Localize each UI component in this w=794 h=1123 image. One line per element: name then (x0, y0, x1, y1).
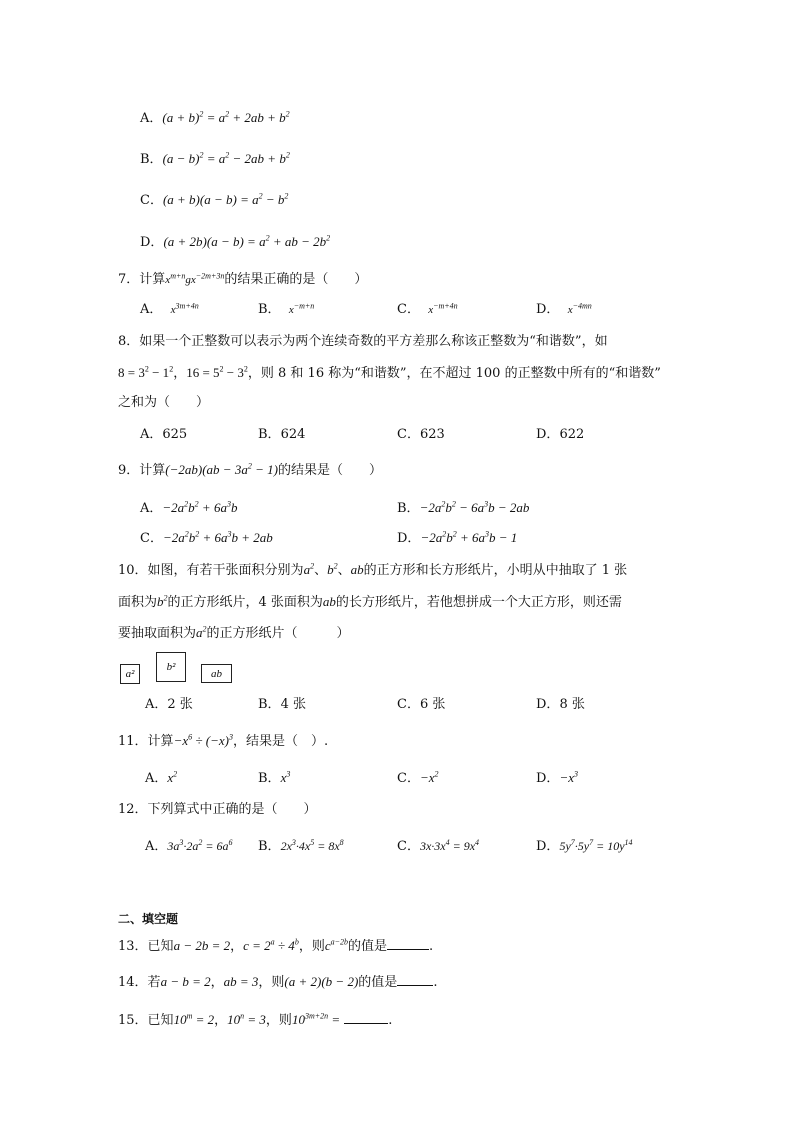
question-number: 13． (118, 939, 148, 954)
option-label: A． (140, 427, 163, 442)
card-b-squared (156, 652, 186, 682)
q8-option-c (397, 427, 445, 443)
option-label: A． (140, 302, 163, 317)
stem-expression: $b^2$ (157, 593, 168, 609)
card-label: b² (166, 661, 176, 673)
option-expression: $x^{-m+n}$ (288, 301, 315, 316)
option-expression: $x^{3m+4n}$ (170, 301, 199, 316)
q10-line3 (118, 625, 350, 642)
stem-text: 的值是 (348, 939, 388, 954)
card-ab (201, 664, 232, 683)
q10-line1 (118, 562, 627, 579)
option-label: D． (536, 771, 560, 786)
stem-expression: a − b = 2 (160, 974, 211, 989)
stem-expression: $x^{m+n}gx^{-2m+3n}$ (165, 271, 225, 286)
option-text: 622 (559, 427, 585, 442)
option-label: D． (536, 427, 560, 442)
stem-text: 面积为 (118, 595, 158, 610)
stem-text: 如图，有若干张面积分别为 (147, 563, 304, 578)
option-expression: $3x\cdot 3x^4 = 9x^4$ (419, 838, 480, 853)
stem-expression: $-x^6 \div (-x)^3$ (173, 732, 233, 748)
stem-text: 已知 (147, 1013, 174, 1028)
option-label: A． (145, 697, 168, 712)
option-label: A． (145, 839, 168, 854)
question-number: 8． (118, 334, 140, 349)
option-label: C． (140, 193, 163, 208)
option-expression: $(a + b)^2 = a^2 + 2ab + b^2$ (162, 109, 290, 125)
stem-text: ， (230, 939, 244, 954)
option-text: 625 (162, 427, 188, 442)
card-label: ab (211, 667, 222, 680)
stem-expression: $c^{a-2b}$ (324, 937, 349, 953)
q7-option-a (140, 302, 199, 318)
q11-option-d (536, 770, 578, 787)
q12-option-a (145, 838, 233, 855)
stem-expression: (a + 2)(b − 2) (284, 974, 359, 989)
option-expression: $-2a^2b^2 - 6a^3b - 2ab$ (419, 499, 530, 515)
stem-text: 、 (337, 563, 351, 578)
stem-expression: $a^2$ (303, 561, 315, 577)
stem-text: 的正方形和长方形纸片，小明从中抽取了 1 张 (363, 563, 628, 578)
option-label: B． (258, 427, 281, 442)
stem-expression: $c = 2^a \div 4^b$ (243, 937, 299, 953)
q11-option-b (258, 770, 290, 787)
option-label: D． (536, 697, 560, 712)
stem-text: ，则 (265, 1013, 292, 1028)
q8-line1 (118, 334, 608, 350)
q6-option-d (140, 234, 330, 251)
option-text: 624 (280, 427, 306, 442)
option-expression: $-2a^2b^2 + 6a^3b$ (162, 499, 238, 515)
q10-option-b (258, 697, 306, 713)
question-number: 12． (118, 802, 148, 817)
stem-expression: $10^{3m+2n}$ = (291, 1011, 341, 1027)
stem-text: ，则 (258, 975, 285, 990)
stem-text: 的正方形纸片，4 张面积为 (167, 595, 323, 610)
stem-text: ，则 8 和 16 称为“和谐数”，在不超过 100 的正整数中所有的“和谐数” (247, 366, 661, 381)
stem-text: ，则 (298, 939, 325, 954)
stem-text: 下列算式中正确的是（ ） (147, 802, 317, 817)
stem-expression: ab (322, 594, 336, 609)
question-number: 10． (118, 563, 148, 578)
q7-option-b (258, 302, 314, 318)
option-expression: $2x^3\cdot 4x^5 = 8x^8$ (280, 838, 344, 853)
option-label: B． (258, 771, 281, 786)
option-expression: $-x^3$ (559, 769, 578, 785)
stem-text: ，结果是（ ）. (232, 734, 329, 749)
question-number: 7． (118, 272, 140, 287)
stem-expression: ab = 3 (223, 974, 259, 989)
section-title: 二、填空题 (118, 912, 179, 926)
option-label: A． (145, 771, 168, 786)
option-text: 4 张 (280, 697, 306, 712)
stem-expression: $10^m = 2$ (173, 1011, 215, 1027)
q6-option-a (140, 110, 290, 127)
option-expression: $-2a^2b^2 + 6a^3b + 2ab$ (162, 529, 273, 545)
option-text: 8 张 (559, 697, 585, 712)
card-a-squared (120, 664, 140, 684)
stem-expression: a − 2b = 2 (173, 938, 231, 953)
stem-expression: $b^2$ (327, 561, 338, 577)
option-label: A． (140, 111, 163, 126)
option-expression: $3a^3\cdot 2a^2 = 6a^6$ (167, 838, 233, 853)
option-text: 2 张 (167, 697, 193, 712)
question-number: 15． (118, 1013, 148, 1028)
stem-text: 要抽取面积为 (118, 626, 197, 641)
q8-option-a (140, 427, 187, 443)
stem-text: 、 (314, 563, 328, 578)
option-expression: $x^3$ (280, 769, 291, 785)
option-label: C． (397, 771, 420, 786)
option-label: D． (140, 235, 164, 250)
q11-stem (118, 733, 328, 750)
stem-text: 计算 (139, 463, 166, 478)
card-label: a² (125, 668, 135, 680)
q9-option-b (397, 500, 529, 517)
stem-text: 如果一个正整数可以表示为两个连续奇数的平方差那么称该正整数为“和谐数”，如 (139, 334, 608, 349)
stem-text: ， (210, 975, 224, 990)
stem-text: 已知 (147, 939, 174, 954)
option-expression: $x^{-4mn}$ (567, 301, 592, 316)
stem-expression: $10^n = 3$ (227, 1011, 266, 1027)
q13-stem: 13．已知a − 2b = 2，$c = 2^a \div 4^b$，则$c^{a-2b}$的值是 . (118, 937, 434, 954)
stem-text: 计算 (139, 272, 166, 287)
stem-expression: $(-2ab)(ab - 3a^2 - 1)$ (165, 461, 278, 477)
option-expression: $5y^7\cdot 5y^7 = 10y^{14}$ (559, 838, 633, 853)
option-label: C． (397, 427, 420, 442)
q9-option-a (140, 500, 237, 517)
q7-option-d (536, 302, 592, 318)
stem-text: 的值是 (358, 975, 398, 990)
q6-option-c (140, 192, 288, 209)
stem-expression: $8 = 3^2 - 1^2$，$16 = 5^2 - 3^2$ (118, 364, 248, 380)
stem-text: 计算 (147, 734, 174, 749)
q10-option-a (145, 697, 193, 713)
option-text: 6 张 (419, 697, 446, 712)
question-number: 14． (118, 975, 148, 990)
q8-line3 (118, 395, 209, 411)
option-expression: $x^{-m+4n}$ (428, 301, 458, 316)
q6-option-b (140, 151, 290, 168)
option-label: B． (258, 302, 281, 317)
stem-text: 若 (147, 975, 161, 990)
option-label: B． (258, 839, 281, 854)
stem-expression: $a^2$ (196, 624, 207, 640)
stem-text: ， (214, 1013, 228, 1028)
q7-stem (118, 272, 367, 288)
q11-option-c (397, 770, 439, 787)
q7-option-c (397, 302, 458, 318)
option-label: B． (258, 697, 281, 712)
option-label: C． (140, 531, 163, 546)
q9-option-d (397, 530, 517, 547)
answer-blank[interactable] (344, 1011, 388, 1024)
stem-text: 之和为（ ） (118, 395, 210, 410)
option-label: D． (536, 302, 560, 317)
q9-option-c (140, 530, 273, 547)
option-label: C． (397, 839, 420, 854)
q11-option-a (145, 770, 177, 787)
q14-stem: 14．若a − b = 2，ab = 3，则(a + 2)(b − 2)的值是 . (118, 974, 438, 990)
q15-stem: 15．已知$10^m = 2$，$10^n = 3$，则$10^{3m+2n}$ = . (118, 1011, 393, 1028)
question-number: 9． (118, 463, 140, 478)
q12-option-c (397, 838, 479, 855)
question-number: 11． (118, 734, 148, 749)
q10-option-d (536, 697, 585, 713)
option-expression: $-2a^2b^2 + 6a^3b - 1$ (420, 529, 518, 545)
q8-option-d (536, 427, 584, 443)
option-label: B． (140, 152, 163, 167)
option-expression: $x^2$ (167, 769, 178, 785)
answer-blank[interactable] (387, 937, 429, 950)
option-label: A． (140, 501, 163, 516)
option-label: D． (536, 839, 560, 854)
q12-option-d (536, 838, 633, 855)
stem-text: 的结果是（ ） (277, 463, 382, 478)
q9-stem (118, 462, 382, 479)
option-label: C． (397, 302, 420, 317)
option-label: C． (397, 697, 420, 712)
option-expression: $-x^2$ (419, 769, 439, 785)
q12-option-b (258, 838, 344, 855)
stem-expression: ab (350, 562, 364, 577)
option-expression: $(a + 2b)(a - b) = a^2$ + ab − $2b^2$ (163, 233, 331, 249)
q12-stem (118, 802, 317, 818)
q10-option-c (397, 697, 445, 713)
stem-text: 的正方形纸片（ ） (206, 626, 350, 641)
q8-option-b (258, 427, 305, 443)
option-label: D． (397, 531, 421, 546)
option-expression: $(a + b)(a - b) = a^2 - b^2$ (162, 191, 289, 207)
option-label: B． (397, 501, 420, 516)
q8-line2 (118, 365, 661, 382)
stem-text: 的结果正确的是（ ） (224, 272, 368, 287)
answer-blank[interactable] (397, 973, 433, 986)
q10-line2 (118, 594, 622, 611)
option-expression: $(a - b)^2 = a^2 - 2ab + b^2$ (162, 150, 290, 166)
stem-text: 的长方形纸片，若他想拼成一个大正方形，则还需 (335, 595, 622, 610)
option-text: 623 (419, 427, 445, 442)
